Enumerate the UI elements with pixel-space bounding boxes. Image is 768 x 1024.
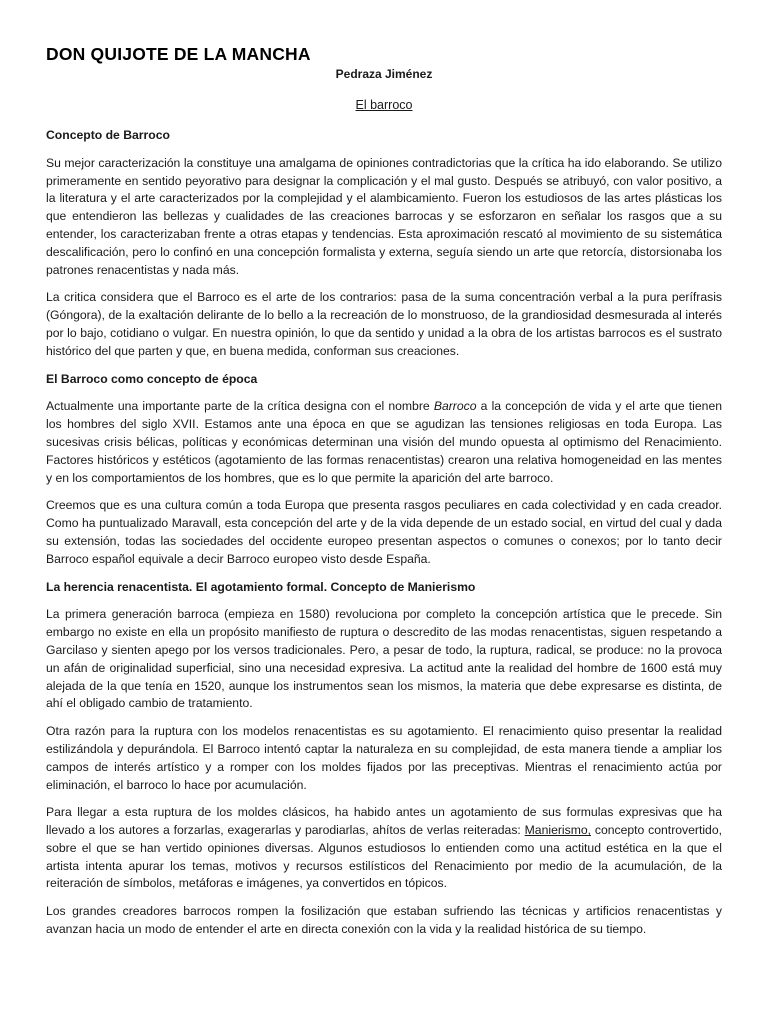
document-body (46, 127, 722, 949)
section-heading: El Barroco como concepto de época (46, 371, 258, 386)
paragraph-text: Para llegar a esta ruptura de los moldes clásicos, ha habido antes un agotamiento de sus formulas expresivas que ha llevado a los autores a forzarlas, exagerarlas y parodiarlas, ahítos de verlas reiteradas: (46, 805, 722, 838)
author-name: Pedraza Jiménez (335, 67, 433, 81)
paragraph (46, 804, 722, 893)
paragraph-text: concepto controvertido, sobre el que se han vertido opiniones diversas. Algunos estudiosos lo entienden como una actitud estética en la que el artista intenta apurar los temas, motivos y recursos estilísticos del Renacimiento por medio de la acumulación, de la reiteración de símbolos, metáforas e imágenes, ya convertidos en tópicos. (46, 823, 722, 891)
document-title: DON QUIJOTE DE LA MANCHA (46, 44, 311, 64)
paragraph-text: a la concepción de vida y el arte que tienen los hombres del siglo XVII. Estamos ante una época en que se agudizan las tensiones religiosas en toda Europa. Las sucesivas crisis bélicas, políticas y económicas determinan una visión del mundo opuesta al optimismo del Renacimiento. Factores históricos y estéticos (agotamiento de las formas renacentistas) crearon una relativa homogeneidad en las mentes y en los comportamientos de los hombres, que es lo que permite la aparición del arte barroco. (46, 399, 722, 485)
paragraph: La critica considera que el Barroco es el arte de los contrarios: pasa de la suma concentración verbal a la pura perífrasis (Góngora), de la exaltación delirante de lo bello a la recreación de lo monstruoso, de la grandiosidad desmesurada al interés por lo bajo, cotidiano o vulgar. En nuestra opinión, lo que da sentido y unidad a la obra de los artistas barrocos es el sustrato histórico del que parten y que, en buena medida, conforman sus creaciones. (46, 290, 722, 358)
paragraph: Su mejor caracterización la constituye una amalgama de opiniones contradictorias que la crítica ha ido elaborando. Se utilizo primeramente en sentido peyorativo para designar la complicación y el mal gusto. Después se atribuyó, con valor positivo, a la literatura y el arte caracterizados por la complejidad y el alambicamiento. Fueron los estudiosos de las artes plásticas los que entendieron las bellezas y cualidades de las creaciones barrocas y se esforzaron en señalar los rasgos que a su entender, los caracterizaban frente a otras etapas y tendencias. Esta aproximación rescató al movimiento de su sistemática descalificación, pero lo confinó en una concepción formalista y externa, seguía siendo un arte que retorcía, distorsionaba los patrones renacentistas y nada más. (46, 155, 722, 277)
paragraph: Otra razón para la ruptura con los modelos renacentistas es su agotamiento. El renacimiento quiso presentar la realidad estilizándola y depurándola. El Barroco intentó captar la naturaleza en su complejidad, de esta manera tiende a ampliar los campos de interés artístico y a romper con los moldes fijados por las preceptivas. Mientras el renacimiento actúa por eliminación, el barroco lo hace por acumulación. (46, 724, 722, 792)
section-heading: La herencia renacentista. El agotamiento formal. Concepto de Manierismo (46, 579, 476, 594)
paragraph: Creemos que es una cultura común a toda Europa que presenta rasgos peculiares en cada colectividad y en cada creador. Como ha puntualizado Maravall, esta concepción del arte y de la vida depende de un estado social, en virtud del cual y dada su extensión, todas las sociedades del occidente europeo presentan aspectos o comunes o conexos; por lo tanto decir Barroco español equivale a decir Barroco europeo visto desde España. (46, 498, 722, 566)
section-title-link[interactable]: El barroco (355, 98, 413, 112)
paragraph: La primera generación barroca (empieza en 1580) revoluciona por completo la concepción artística que le precede. Sin embargo no existe en ella un propósito manifiesto de ruptura o descredito de las modas renacentistas, siguen respetando a Garcilaso y sienten apego por los versos tradicionales. Pero, a pesar de todo, la ruptura, radical, se produce: no la provoca un afán de originalidad superficial, sino una necesidad expresiva. La actitud ante la realidad del hombre de 1600 está muy alejada de la que tenía en 1520, aunque los instrumentos sean los mismos, la materia que debe expresarse es distinta, de ahí el obligado cambio de tratamiento. (46, 607, 722, 711)
paragraph-text: Actualmente una importante parte de la crítica designa con el nombre (46, 399, 434, 414)
italic-term: Barroco (433, 399, 477, 414)
paragraph (46, 398, 722, 487)
paragraph: Los grandes creadores barrocos rompen la fosilización que estaban sufriendo las técnicas y artificios renacentistas y avanzan hacia un modo de entender el arte en directa conexión con la vida y la realidad histórica de su tiempo. (46, 904, 722, 937)
underlined-term: Manierismo, (524, 823, 592, 838)
section-heading: Concepto de Barroco (46, 128, 170, 142)
